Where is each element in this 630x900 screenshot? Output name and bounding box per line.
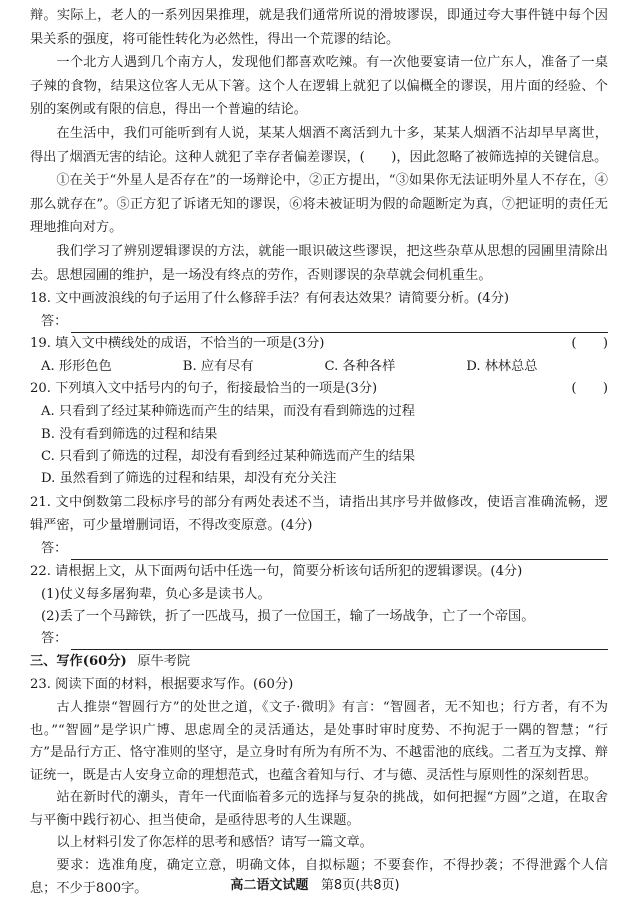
- page-number: 第8页(共8页): [320, 878, 400, 893]
- option-d[interactable]: D. 虽然看到了筛选的过程和结果，却没有充分关注: [41, 471, 337, 487]
- question-18-stem: 18. 文中画波浪线的句子运用了什么修辞手法？有何表达效果？请简要分析。(4分): [30, 291, 510, 307]
- option-c[interactable]: C. 只看到了筛选的过程，却没有看到经过某种筛选而产生的结果: [41, 448, 416, 464]
- passage-paragraph-3: 在生活中，我们可能听到有人说，某某人烟酒不离活到九十多，某某人烟酒不沾却早早离世，得出了烟酒无害的结论。这种人就犯了幸存者偏差谬误，( )，因此忽略了被筛选掉的关键信息。: [30, 125, 608, 165]
- options-19: [30, 356, 608, 379]
- answer-bracket-19[interactable]: ( ): [571, 335, 608, 351]
- section-title: 三、写作(60分): [30, 654, 127, 670]
- passage-paragraph-2: 一个北方人遇到几个南方人，发现他们都喜欢吃辣。有一次他要宴请一位广东人，准备了一桌子辣的食物，结果这位客人无从下箸。这个人在逻辑上就犯了以偏概全的谬误，用片面的经验、个别的案例或有限的信息，得出一个普遍的结论。: [30, 55, 608, 118]
- option-b[interactable]: B. 没有看到筛选的过程和结果: [41, 426, 218, 442]
- question-22: [30, 560, 608, 650]
- answer-underline: [71, 543, 608, 560]
- option-b[interactable]: B. 应有尽有: [182, 358, 254, 374]
- option-c[interactable]: C. 各种各样: [324, 358, 396, 374]
- question-18: [30, 287, 608, 333]
- answer-line-18[interactable]: [30, 311, 608, 333]
- choice-sentence-1: (1)仗义每多屠狗辈，负心多是读书人。: [41, 586, 271, 602]
- answer-underline: [71, 316, 608, 333]
- writing-requirements: 要求：选准角度，确定立意，明确文体，自拟标题；不要套作，不得抄袭；不得泄露个人信息；不少于800字。: [30, 858, 608, 896]
- option-a[interactable]: A. 形形色色: [41, 358, 112, 374]
- answer-line-21[interactable]: [30, 538, 608, 560]
- watermark-note: 原牛考院: [137, 654, 191, 670]
- question-20: [30, 378, 608, 490]
- passage-paragraph-5: 我们学习了辨别逻辑谬误的方法，就能一眼识破这些谬误，把这些杂草从思想的园圃里清除出去。思想园圃的维护，是一场没有终点的劳作，否则谬误的杂草就会伺机重生。: [30, 243, 608, 283]
- question-22-stem: 22. 请根据上文，从下面两句话中任选一句，简要分析该句话所犯的逻辑谬误。(4分): [30, 563, 523, 579]
- question-21-stem: 21. 文中倒数第二段标序号的部分有两处表述不当，请指出其序号并做修改，使语言准确流畅，逻辑严密，可少量增删词语，不得改变原意。(4分): [30, 494, 608, 534]
- question-19: [30, 333, 608, 379]
- passage-paragraph-1: 辩。实际上，老人的一系列因果推理，就是我们通常所说的滑坡谬误，即通过夸大事件链中每个因果关系的强度，将可能性转化为必然性，得出一个荒谬的结论。: [30, 8, 608, 47]
- answer-label: 答：: [41, 313, 68, 329]
- answer-underline: [71, 633, 608, 650]
- answer-line-22[interactable]: [30, 628, 608, 650]
- question-21: [30, 491, 608, 560]
- reading-passage: [30, 4, 608, 287]
- answer-label: 答：: [41, 540, 68, 556]
- answer-bracket-20[interactable]: ( ): [571, 381, 608, 397]
- question-19-stem: 19. 填入文中横线处的成语，不恰当的一项是(3分): [30, 335, 325, 351]
- option-a[interactable]: A. 只看到了经过某种筛选而产生的结果，而没有看到筛选的过程: [41, 404, 415, 420]
- option-d[interactable]: D. 林林总总: [466, 358, 538, 374]
- passage-paragraph-4: ①在关于“外星人是否存在”的一场辩论中，②正方提出，“③如果你无法证明外星人不存在，④那么就存在”。⑤正方犯了诉诸无知的谬误，⑥将未被证明为假的命题断定为真，⑦把证明的责任无理地推向对方。: [30, 173, 608, 236]
- writing-prompt: 以上材料引发了你怎样的思考和感悟？请写一篇文章。: [56, 835, 373, 851]
- material-paragraph-1: 古人推崇“智圆行方”的处世之道，《文子·微明》有言：“智圆者，无不知也；行方者，有不为也。”“智圆”是学识广博、思虑周全的灵活通达，是处事时审时度势、不拘泥于一隅的智慧；“行方”是品行方正、恪守准则的坚守，是立身时有所为有所不为、不越雷池的底线。二者互为支撑、辩证统一，既是古人安身立命的理想范式，也蕴含着知与行、才与德、灵活性与原则性的深刻哲思。: [30, 699, 608, 783]
- section-writing-heading: [30, 650, 608, 674]
- answer-label: 答：: [41, 631, 68, 647]
- page-footer: [0, 874, 630, 893]
- choice-sentence-2: (2)丢了一个马蹄铁，折了一匹战马，损了一位国王，输了一场战争，亡了一个帝国。: [41, 608, 535, 624]
- material-paragraph-2: 站在新时代的潮头，青年一代面临着多元的选择与复杂的挑战，如何把握“方圆”之道，在取舍与平衡中践行初心、担当使命，是亟待思考的人生课题。: [30, 790, 608, 828]
- question-23-stem: 23. 阅读下面的材料，根据要求写作。(60分): [30, 677, 294, 693]
- exam-title: 高二语文试题: [230, 878, 309, 893]
- question-23: [30, 674, 608, 900]
- question-20-stem: 20. 下列填入文中括号内的句子，衔接最恰当的一项是(3分): [30, 381, 378, 397]
